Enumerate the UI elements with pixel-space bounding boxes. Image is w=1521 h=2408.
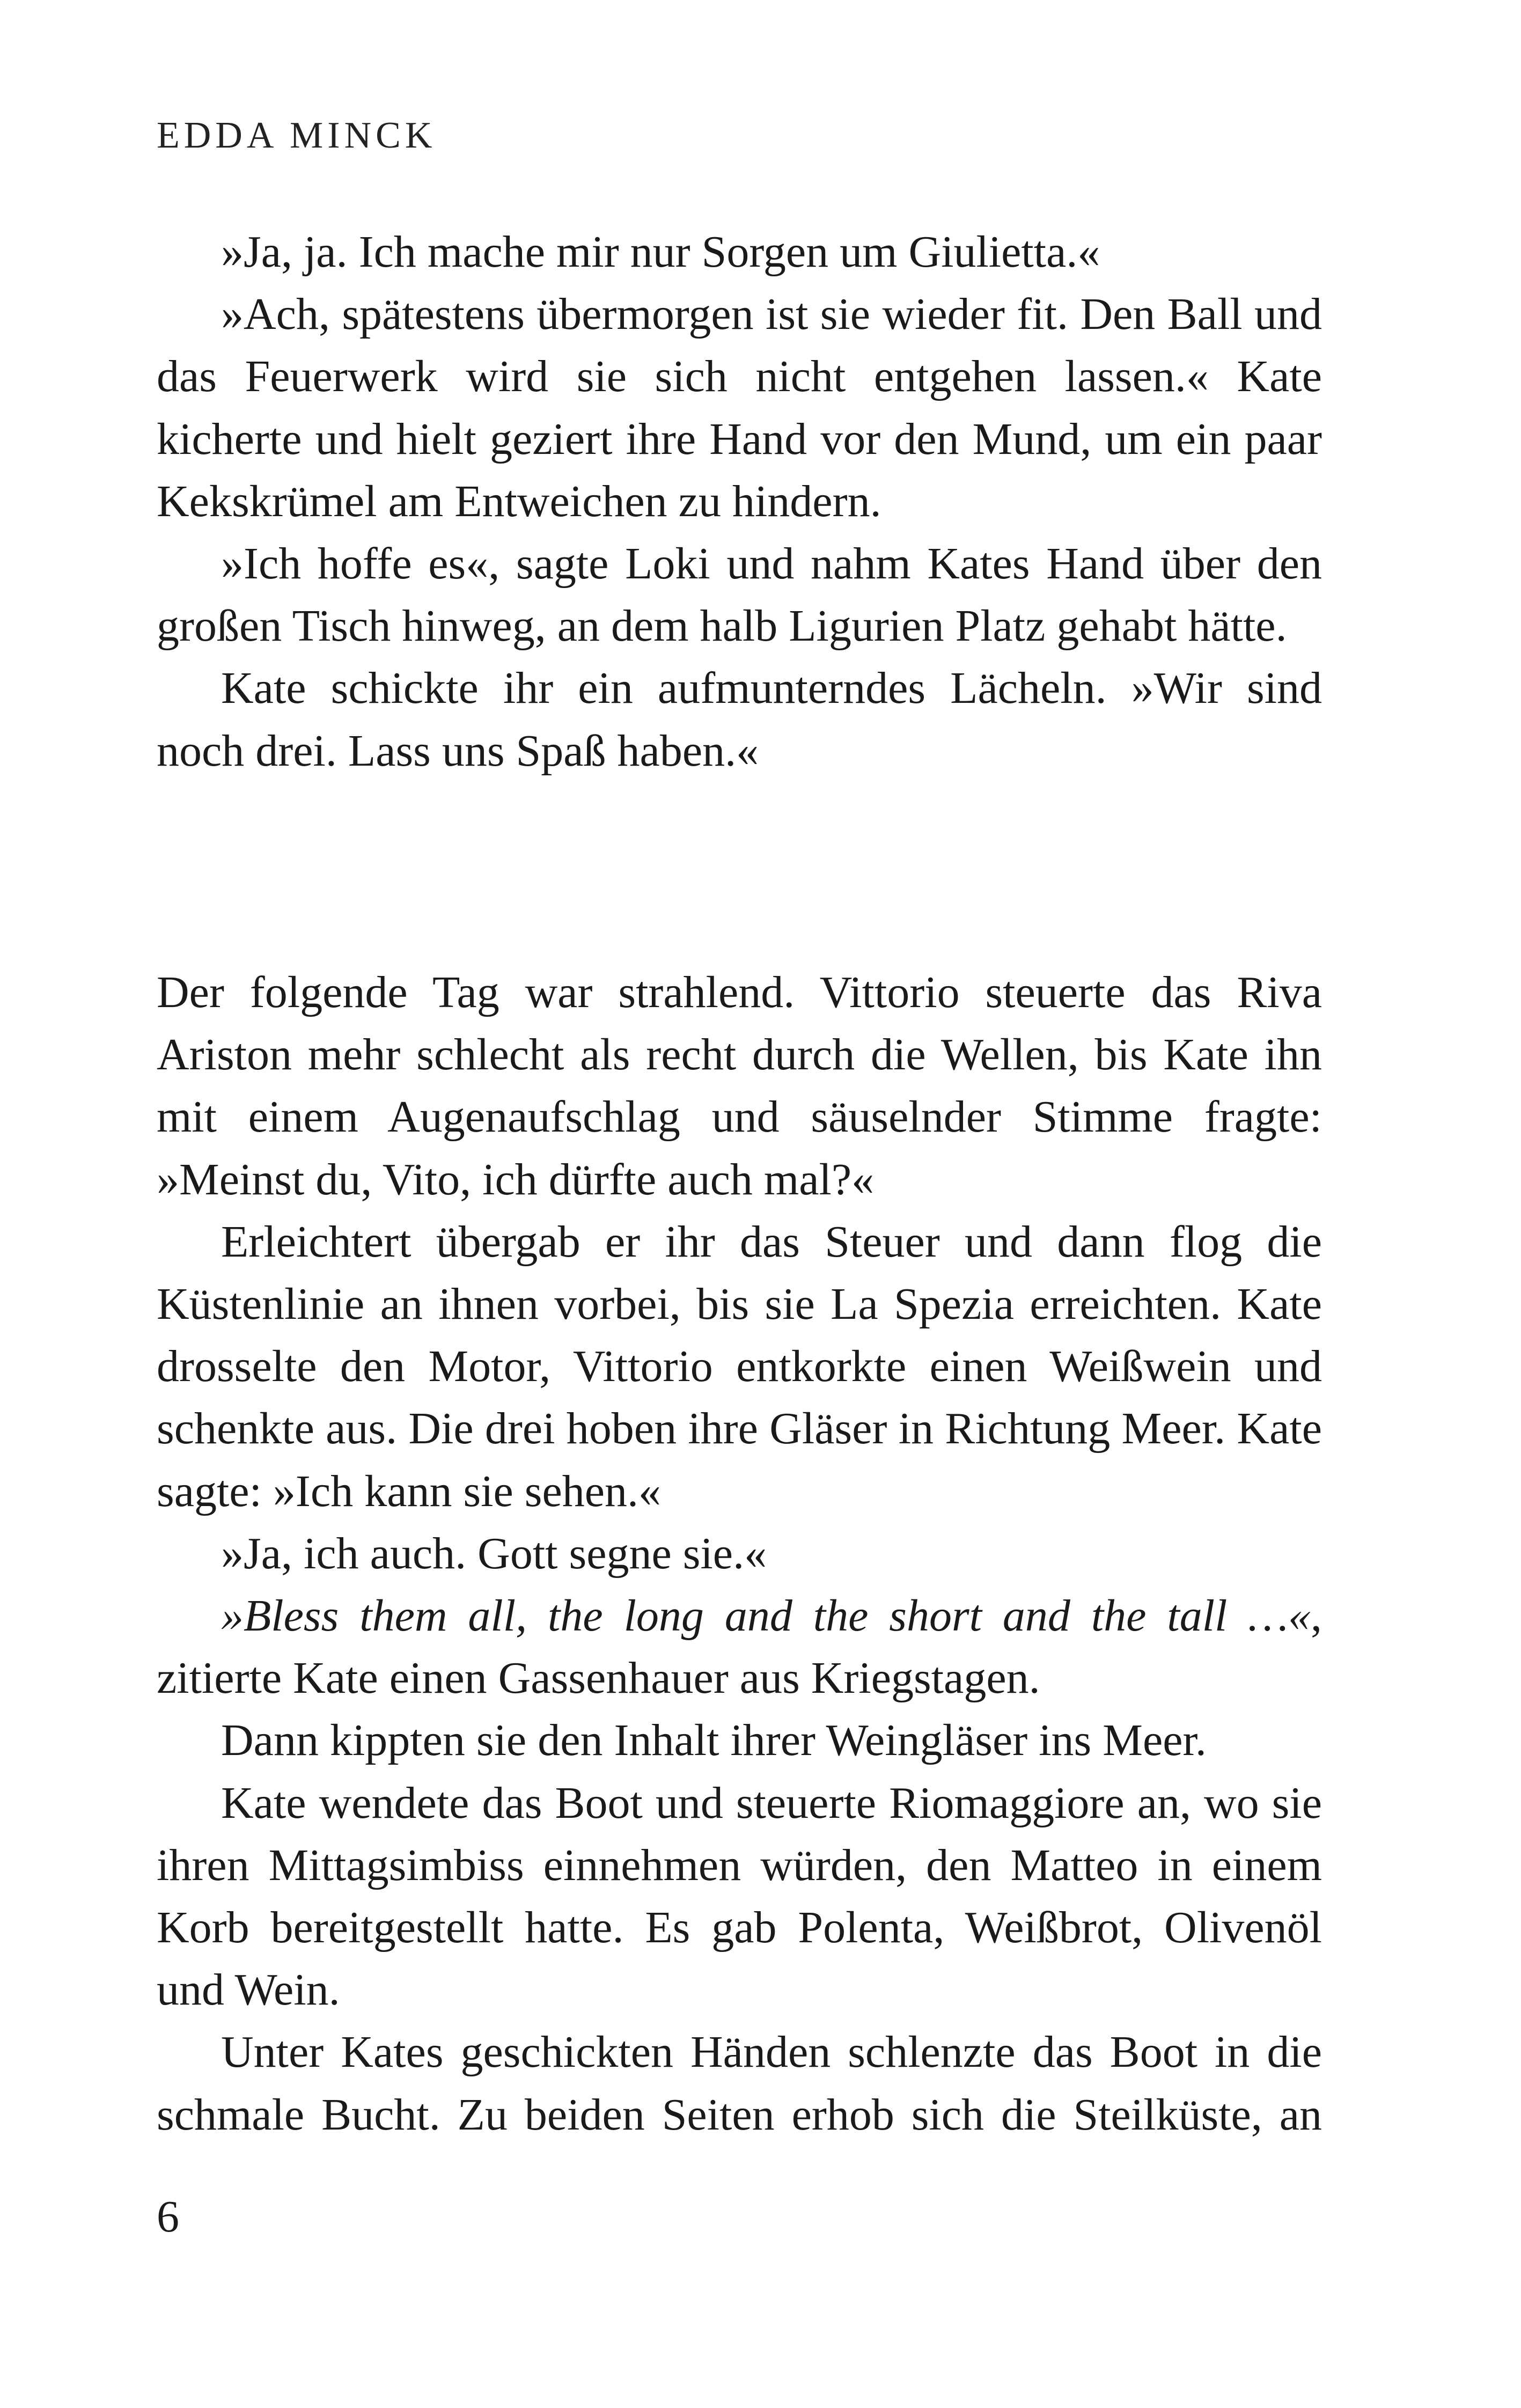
text-section-2 xyxy=(157,961,1322,2146)
paragraph: Dann kippten sie den Inhalt ihrer Weingläser ins Meer. xyxy=(221,1715,1207,1766)
paragraph: »Ja, ja. Ich mache mir nur Sorgen um Giulietta.« xyxy=(221,227,1100,277)
running-head-author: EDDA MINCK xyxy=(157,115,437,156)
paragraph: Erleichtert übergab er ihr das Steuer und dann flog die Küstenlinie an ihnen vorbei, bis sie La Spezia erreichten. Kate drosselte den Motor, Vittorio entkorkte einen Weißwein und schenkte aus. Die drei hoben ihre Gläser in Richtung Meer. Kate sagte: »Ich kann sie sehen.« xyxy=(157,1216,1322,1516)
paragraph: Unter Kates geschickten Händen schlenzte das Boot in die schmale Bucht. Zu beiden Seiten erhob sich die Steilküste, an xyxy=(157,2027,1322,2140)
paragraph: »Ich hoffe es«, sagte Loki und nahm Kates Hand über den großen Tisch hinweg, an dem halb Ligurien Platz gehabt hätte. xyxy=(157,539,1322,651)
section-opening-paragraph: Der folgende Tag war strahlend. Vittorio steuerte das Riva Ariston mehr schlecht als recht durch die Wellen, bis Kate ihn mit einem Augenaufschlag und säuselnder Stimme fragte: »Meinst du, Vito, ich dürfte auch mal?« xyxy=(157,967,1322,1205)
paragraph: »Ach, spätestens übermorgen ist sie wieder fit. Den Ball und das Feuerwerk wird sie sich nicht entgehen lassen.« Kate kicherte und hielt geziert ihre Hand vor den Mund, um ein paar Kekskrümel am Entweichen zu hindern. xyxy=(157,289,1322,526)
italic-quote: »Bless them all, the long and the short and the tall …« xyxy=(221,1591,1311,1641)
paragraph: Kate wendete das Boot und steuerte Riomaggiore an, wo sie ihren Mittagsimbiss einnehmen würden, den Matteo in einem Korb bereitgestellt hatte. Es gab Polenta, Weißbrot, Olivenöl und Wein. xyxy=(157,1778,1322,2015)
page-number: 6 xyxy=(157,2192,179,2242)
text-section-1 xyxy=(157,221,1322,782)
quote-attribution: , zitierte Kate einen Gassenhauer aus Kriegstagen. xyxy=(157,1591,1322,1704)
paragraph: »Ja, ich auch. Gott segne sie.« xyxy=(221,1528,767,1579)
quote-paragraph xyxy=(157,1585,1322,1709)
paragraph: Kate schickte ihr ein aufmunterndes Lächeln. »Wir sind noch drei. Lass uns Spaß haben.« xyxy=(157,663,1322,776)
